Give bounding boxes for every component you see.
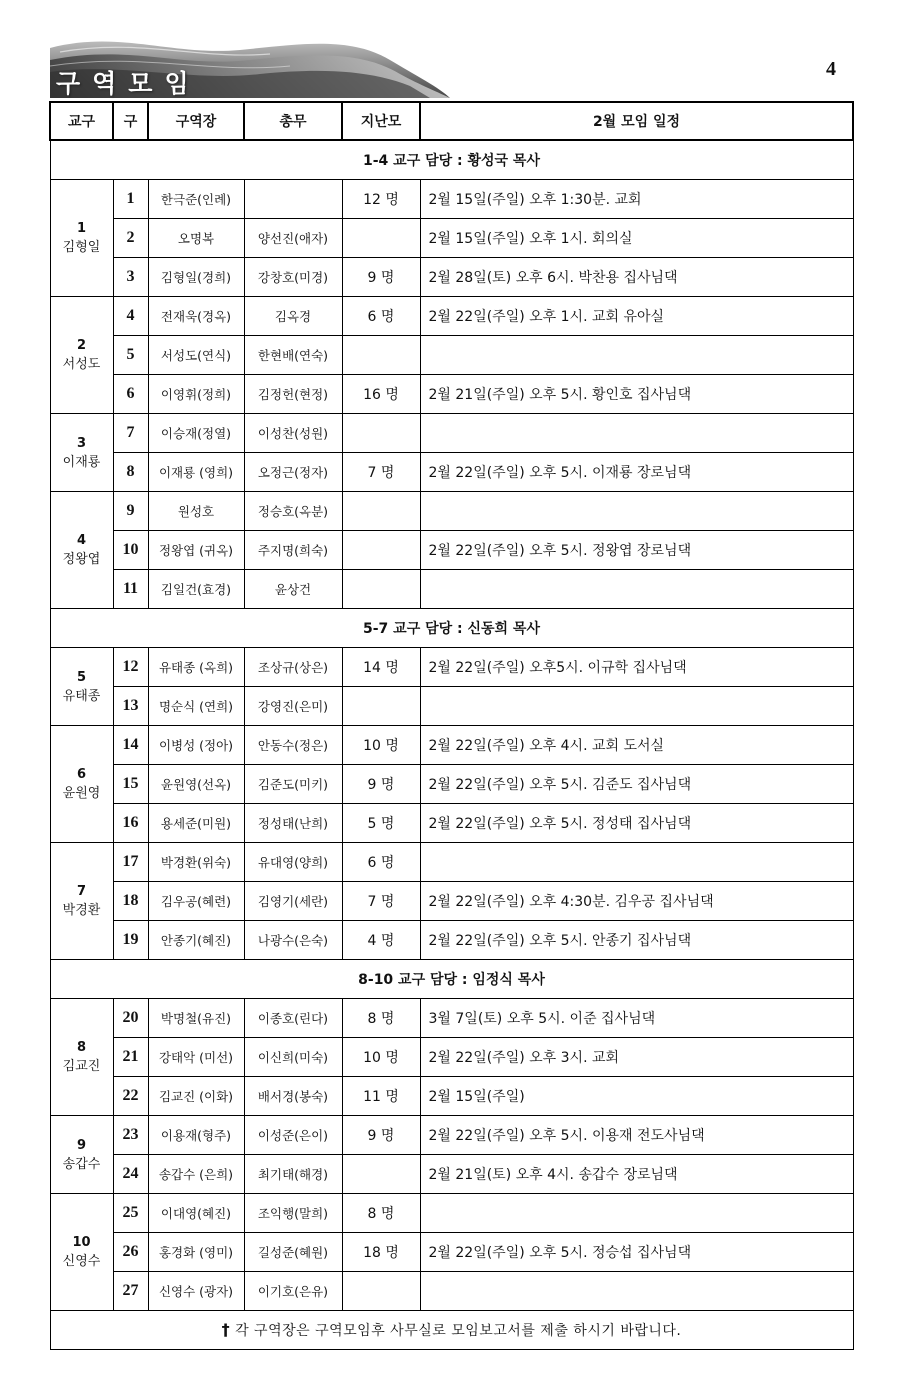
unit-number: 6: [113, 375, 148, 414]
column-header-schedule: 2월 모임 일정: [420, 102, 853, 140]
attendance-count: 12 명: [342, 180, 420, 219]
unit-number: 22: [113, 1077, 148, 1116]
attendance-count: 10 명: [342, 726, 420, 765]
footer-note-cell: [50, 1311, 853, 1350]
leader-name: 이병성 (정아): [148, 726, 244, 765]
attendance-count: 18 명: [342, 1233, 420, 1272]
table-row: [50, 414, 853, 453]
leader-name: 송갑수 (은희): [148, 1155, 244, 1194]
table-row: [50, 921, 853, 960]
secretary-name: 이성준(은이): [244, 1116, 342, 1155]
district-leader-name: 송갑수: [62, 1156, 101, 1172]
unit-number: 10: [113, 531, 148, 570]
unit-number: 18: [113, 882, 148, 921]
meeting-schedule: 2월 28일(토) 오후 6시. 박찬용 집사님댁: [420, 258, 853, 297]
meeting-schedule: [420, 414, 853, 453]
meeting-schedule: 2월 22일(주일) 오후 5시. 정성태 집사님댁: [420, 804, 853, 843]
secretary-name: 배서경(봉숙): [244, 1077, 342, 1116]
attendance-count: 9 명: [342, 765, 420, 804]
district-cell: [50, 297, 113, 414]
district-leader-name: 김교진: [62, 1059, 101, 1074]
leader-name: 오명복: [148, 219, 244, 258]
attendance-count: 10 명: [342, 1038, 420, 1077]
unit-number: 2: [113, 219, 148, 258]
leader-name: 원성호: [148, 492, 244, 531]
district-leader-name: 서성도: [62, 357, 101, 372]
leader-name: 강태악 (미선): [148, 1038, 244, 1077]
table-row: [50, 882, 853, 921]
attendance-count: [342, 336, 420, 375]
secretary-name: 김옥경: [244, 297, 342, 336]
leader-name: 김형일(경희): [148, 258, 244, 297]
unit-number: 14: [113, 726, 148, 765]
district-number: 10: [72, 1235, 91, 1250]
meeting-schedule: 2월 22일(주일) 오후 5시. 정왕엽 장로님댁: [420, 531, 853, 570]
meeting-schedule: 2월 22일(주일) 오후 5시. 김준도 집사님댁: [420, 765, 853, 804]
attendance-count: [342, 219, 420, 258]
attendance-count: 14 명: [342, 648, 420, 687]
attendance-count: 11 명: [342, 1077, 420, 1116]
column-header-district: 교구: [50, 102, 113, 140]
secretary-name: 이성찬(성원): [244, 414, 342, 453]
leader-name: 김교진 (이화): [148, 1077, 244, 1116]
secretary-name: 안동수(정은): [244, 726, 342, 765]
attendance-count: 6 명: [342, 843, 420, 882]
header-banner: [50, 30, 450, 98]
district-leader-name: 신영수: [62, 1254, 101, 1269]
attendance-count: 6 명: [342, 297, 420, 336]
district-leader-name: 박경환: [62, 903, 101, 918]
leader-name: 유태종 (옥희): [148, 648, 244, 687]
table-row: [50, 180, 853, 219]
leader-name: 이승재(정열): [148, 414, 244, 453]
district-cell: [50, 414, 113, 492]
section-title: 8-10 교구 담당 : 임정식 목사: [50, 960, 853, 999]
secretary-name: 주지명(희숙): [244, 531, 342, 570]
attendance-count: 7 명: [342, 882, 420, 921]
district-leader-name: 김형일: [62, 240, 101, 255]
page-title: 구역모임: [56, 69, 201, 98]
section-header-row: [50, 140, 853, 180]
leader-name: 박경환(위숙): [148, 843, 244, 882]
district-cell: [50, 1194, 113, 1311]
attendance-count: 9 명: [342, 258, 420, 297]
leader-name: 한극준(인례): [148, 180, 244, 219]
meeting-schedule: 2월 22일(주일) 오후 4:30분. 김우공 집사님댁: [420, 882, 853, 921]
unit-number: 3: [113, 258, 148, 297]
secretary-name: 윤상건: [244, 570, 342, 609]
unit-number: 19: [113, 921, 148, 960]
table-row: [50, 297, 853, 336]
unit-number: 4: [113, 297, 148, 336]
district-number: 7: [76, 884, 87, 899]
leader-name: 정왕엽 (귀옥): [148, 531, 244, 570]
table-row: [50, 687, 853, 726]
district-leader-name: 윤원영: [62, 786, 101, 801]
table-row: [50, 999, 853, 1038]
unit-number: 12: [113, 648, 148, 687]
attendance-count: 8 명: [342, 1194, 420, 1233]
table-row: [50, 492, 853, 531]
secretary-name: [244, 180, 342, 219]
table-row: [50, 1155, 853, 1194]
table-row: [50, 258, 853, 297]
leader-name: 윤원영(선옥): [148, 765, 244, 804]
unit-number: 24: [113, 1155, 148, 1194]
leader-name: 전재욱(경옥): [148, 297, 244, 336]
meeting-schedule: 2월 22일(주일) 오후 5시. 이용재 전도사님댁: [420, 1116, 853, 1155]
table-row: [50, 1194, 853, 1233]
attendance-count: 7 명: [342, 453, 420, 492]
secretary-name: 조익행(말희): [244, 1194, 342, 1233]
secretary-name: 강창호(미경): [244, 258, 342, 297]
unit-number: 15: [113, 765, 148, 804]
meeting-schedule: 2월 22일(주일) 오후 5시. 이재룡 장로님댁: [420, 453, 853, 492]
attendance-count: [342, 414, 420, 453]
meeting-schedule: [420, 1194, 853, 1233]
secretary-name: 오정근(정자): [244, 453, 342, 492]
district-number: 5: [76, 669, 87, 685]
secretary-name: 유대영(양희): [244, 843, 342, 882]
district-number: 3: [76, 435, 87, 451]
leader-name: 신영수 (광자): [148, 1272, 244, 1311]
attendance-count: [342, 531, 420, 570]
meeting-schedule: 2월 15일(주일): [420, 1077, 853, 1116]
secretary-name: 조상규(상은): [244, 648, 342, 687]
district-leader-name: 유태종: [62, 688, 101, 704]
district-number: 9: [76, 1137, 87, 1153]
attendance-count: 16 명: [342, 375, 420, 414]
meeting-schedule: 2월 22일(주일) 오후 5시. 정승섭 집사님댁: [420, 1233, 853, 1272]
unit-number: 27: [113, 1272, 148, 1311]
secretary-name: 한현배(연숙): [244, 336, 342, 375]
table-header-row: [50, 102, 853, 140]
table-row: [50, 648, 853, 687]
attendance-count: [342, 492, 420, 531]
meeting-schedule: 2월 22일(주일) 오후5시. 이규학 집사님댁: [420, 648, 853, 687]
meeting-schedule: [420, 1272, 853, 1311]
unit-number: 7: [113, 414, 148, 453]
unit-number: 21: [113, 1038, 148, 1077]
table-row: [50, 336, 853, 375]
district-cell: [50, 726, 113, 843]
district-cell: [50, 999, 113, 1116]
secretary-name: 강영진(은미): [244, 687, 342, 726]
table-row: [50, 1116, 853, 1155]
meeting-schedule: 2월 22일(주일) 오후 4시. 교회 도서실: [420, 726, 853, 765]
table-row: [50, 1077, 853, 1116]
secretary-name: 김준도(미키): [244, 765, 342, 804]
leader-name: 서성도(연식): [148, 336, 244, 375]
table-row: [50, 1233, 853, 1272]
meeting-schedule: 2월 22일(주일) 오후 1시. 교회 유아실: [420, 297, 853, 336]
table-row: [50, 1272, 853, 1311]
district-leader-name: 정왕엽: [62, 552, 101, 567]
meeting-schedule: [420, 570, 853, 609]
secretary-name: 김정헌(현정): [244, 375, 342, 414]
unit-number: 11: [113, 570, 148, 609]
attendance-count: [342, 1272, 420, 1311]
meeting-schedule: 2월 15일(주일) 오후 1:30분. 교회: [420, 180, 853, 219]
district-number: 4: [76, 533, 87, 548]
column-header-last-attendance: 지난모: [342, 102, 420, 140]
meeting-schedule: 3월 7일(토) 오후 5시. 이준 집사님댁: [420, 999, 853, 1038]
district-cell: [50, 648, 113, 726]
leader-name: 홍경화 (영미): [148, 1233, 244, 1272]
footer-row: [50, 1311, 853, 1350]
district-number: 1: [76, 221, 87, 236]
column-header-unit: 구: [113, 102, 148, 140]
district-cell: [50, 1116, 113, 1194]
unit-number: 17: [113, 843, 148, 882]
district-cell: [50, 492, 113, 609]
secretary-name: 김영기(세란): [244, 882, 342, 921]
secretary-name: 이기호(은유): [244, 1272, 342, 1311]
meeting-schedule: 2월 21일(토) 오후 4시. 송갑수 장로님댁: [420, 1155, 853, 1194]
cross-icon: †: [221, 1320, 231, 1339]
attendance-count: 9 명: [342, 1116, 420, 1155]
section-title: 5-7 교구 담당 : 신동희 목사: [50, 609, 853, 648]
table-row: [50, 570, 853, 609]
unit-number: 9: [113, 492, 148, 531]
district-number: 8: [76, 1040, 87, 1055]
unit-number: 25: [113, 1194, 148, 1233]
leader-name: 명순식 (연희): [148, 687, 244, 726]
secretary-name: 정성태(난희): [244, 804, 342, 843]
footer-note: 각 구역장은 구역모임후 사무실로 모임보고서를 제출 하시기 바랍니다.: [235, 1323, 682, 1339]
meeting-schedule: 2월 22일(주일) 오후 3시. 교회: [420, 1038, 853, 1077]
column-header-leader: 구역장: [148, 102, 244, 140]
leader-name: 안종기(혜진): [148, 921, 244, 960]
secretary-name: 최기태(해경): [244, 1155, 342, 1194]
table-row: [50, 375, 853, 414]
table-row: [50, 804, 853, 843]
table-row: [50, 726, 853, 765]
secretary-name: 이종호(린다): [244, 999, 342, 1038]
attendance-count: [342, 570, 420, 609]
meeting-schedule: 2월 22일(주일) 오후 5시. 안종기 집사님댁: [420, 921, 853, 960]
district-cell: [50, 843, 113, 960]
section-title: 1-4 교구 담당 : 황성국 목사: [50, 140, 853, 180]
leader-name: 이용재(형주): [148, 1116, 244, 1155]
meeting-schedule: [420, 492, 853, 531]
unit-number: 8: [113, 453, 148, 492]
table-body: [50, 140, 853, 1350]
unit-number: 26: [113, 1233, 148, 1272]
meeting-schedule: [420, 843, 853, 882]
page-number: 4: [826, 58, 836, 80]
table-row: [50, 1038, 853, 1077]
leader-name: 김우공(혜련): [148, 882, 244, 921]
leader-name: 이대영(혜진): [148, 1194, 244, 1233]
leader-name: 김일건(효경): [148, 570, 244, 609]
meeting-schedule: [420, 687, 853, 726]
unit-number: 13: [113, 687, 148, 726]
leader-name: 박명철(유진): [148, 999, 244, 1038]
secretary-name: 정승호(옥분): [244, 492, 342, 531]
attendance-count: [342, 687, 420, 726]
attendance-count: 5 명: [342, 804, 420, 843]
district-leader-name: 이재룡: [62, 454, 101, 470]
attendance-count: 8 명: [342, 999, 420, 1038]
attendance-count: [342, 1155, 420, 1194]
unit-number: 23: [113, 1116, 148, 1155]
meeting-schedule: 2월 15일(주일) 오후 1시. 회의실: [420, 219, 853, 258]
unit-number: 20: [113, 999, 148, 1038]
table-row: [50, 453, 853, 492]
table-row: [50, 219, 853, 258]
district-number: 6: [76, 767, 87, 782]
table-row: [50, 843, 853, 882]
column-header-secretary: 총무: [244, 102, 342, 140]
unit-number: 16: [113, 804, 148, 843]
table-row: [50, 765, 853, 804]
district-cell: [50, 180, 113, 297]
leader-name: 이재룡 (영희): [148, 453, 244, 492]
leader-name: 이영휘(정희): [148, 375, 244, 414]
secretary-name: 양선진(애자): [244, 219, 342, 258]
meeting-schedule: 2월 21일(주일) 오후 5시. 황인호 집사님댁: [420, 375, 853, 414]
unit-number: 1: [113, 180, 148, 219]
section-header-row: [50, 609, 853, 648]
secretary-name: 나광수(은숙): [244, 921, 342, 960]
attendance-count: 4 명: [342, 921, 420, 960]
section-header-row: [50, 960, 853, 999]
unit-number: 5: [113, 336, 148, 375]
secretary-name: 이신희(미숙): [244, 1038, 342, 1077]
secretary-name: 길성준(혜원): [244, 1233, 342, 1272]
table-row: [50, 531, 853, 570]
district-number: 2: [76, 338, 87, 353]
meeting-schedule: [420, 336, 853, 375]
meeting-schedule-table: [49, 101, 854, 1350]
leader-name: 용세준(미원): [148, 804, 244, 843]
